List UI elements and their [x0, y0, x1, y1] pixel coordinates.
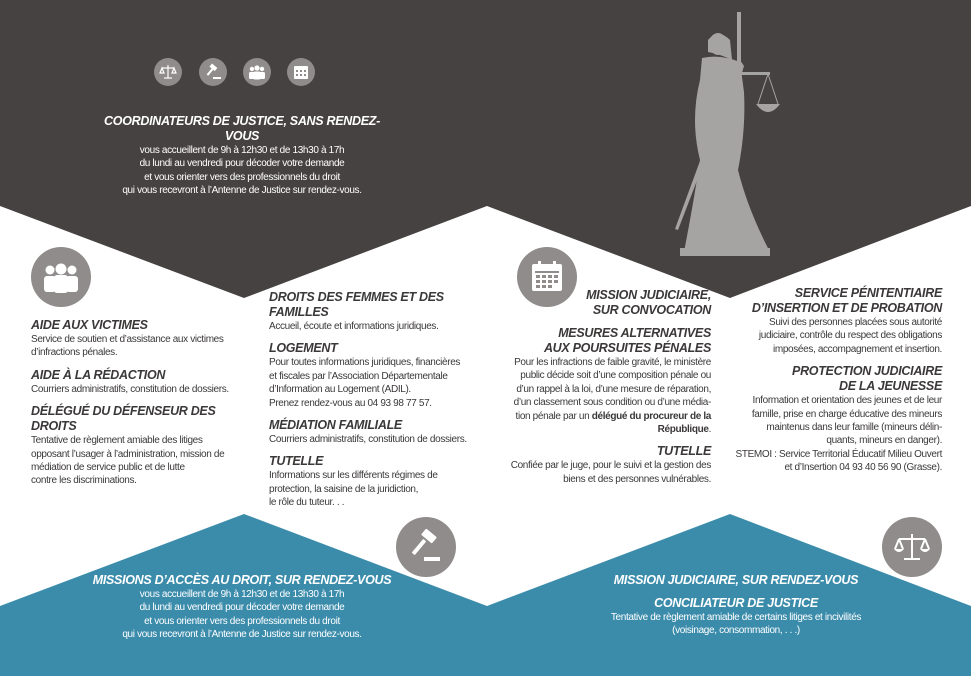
- section-text: [500, 423, 711, 436]
- section-text: médiation de service public et de lutte: [31, 462, 185, 474]
- section-heading: MISSION JUDICIAIRE,: [586, 288, 711, 302]
- section-text: et fiscales par l’Association Départementale: [269, 370, 448, 382]
- section-text: Confiée par le juge, pour le suivi et la gestion des: [510, 460, 711, 472]
- column-3: [500, 288, 711, 486]
- section-text: et d’Insertion 04 93 40 56 90 (Grasse).: [784, 462, 942, 474]
- section-text: Pour les infractions de faible gravité, le ministère: [514, 357, 711, 368]
- section-title: D’INSERTION ET DE PROBATION: [751, 301, 942, 315]
- top-title: COORDINATEURS DE JUSTICE, SANS RENDEZ-VOUS: [104, 114, 380, 143]
- section-title: AIDE À LA RÉDACTION: [31, 367, 166, 382]
- scale-icon: [882, 517, 942, 577]
- section-title: DROITS DES FEMMES ET DES FAMILLES: [269, 290, 444, 319]
- gavel-icon: [199, 58, 227, 86]
- section-text-bold: délégué du procureur de la: [591, 410, 711, 422]
- column-1: [31, 318, 246, 488]
- top-line: vous accueillent de 9h à 12h30 et de 13h30 à 17h: [139, 145, 345, 156]
- bottom-title: MISSIONS D’ACCÈS AU DROIT, SUR RENDEZ-VOUS: [92, 573, 392, 587]
- section-text: d’un rappel à la loi, d’une mesure de réparation,: [516, 383, 711, 395]
- section-title: AIDE AUX VICTIMES: [31, 318, 148, 332]
- section-text: Courriers administratifs, constitution de dossiers.: [31, 383, 229, 395]
- section-text: Pour toutes informations juridiques, financières: [269, 357, 461, 369]
- top-info-block: [92, 114, 392, 198]
- bottom-left-block: [92, 573, 392, 642]
- gavel-icon: [396, 517, 456, 577]
- section-text: Suivi des personnes placées sous autorité: [769, 317, 942, 328]
- section-title: DÉLÉGUÉ DU DÉFENSEUR DES DROITS: [31, 404, 216, 434]
- bottom-title: MISSION JUDICIAIRE, SUR RENDEZ-VOUS: [613, 573, 859, 587]
- section-heading: SUR CONVOCATION: [592, 303, 711, 317]
- section-text: Informations sur les différents régimes de: [269, 470, 438, 482]
- section-text: biens et des personnes vulnérables.: [563, 473, 711, 485]
- bottom-line: et vous orienter vers des professionnels du droit: [144, 615, 340, 627]
- section-text: d’Information au Logement (ADIL).: [269, 384, 411, 396]
- top-line: du lundi au vendredi pour décoder votre demande: [139, 158, 345, 170]
- section-text: Service de soutien et d’assistance aux victimes: [31, 334, 224, 345]
- bottom-line: du lundi au vendredi pour décoder votre demande: [139, 602, 345, 614]
- column-2: [269, 290, 484, 510]
- scale-icon: [154, 58, 182, 86]
- section-text: judiciaire, contrôle du respect des obligations: [758, 330, 942, 342]
- bottom-line: qui vous recevront à l’Antenne de Justice sur rendez-vous.: [122, 629, 362, 641]
- bottom-subtitle: CONCILIATEUR DE JUSTICE: [654, 596, 818, 610]
- bottom-line: Tentative de règlement amiable de certains litiges et incivilités: [610, 612, 862, 623]
- section-title: TUTELLE: [269, 454, 324, 469]
- section-text: Accueil, écoute et informations juridiques.: [269, 321, 439, 332]
- section-title: DE LA JEUNESSE: [838, 379, 942, 394]
- section-text: Courriers administratifs, constitution de dossiers.: [269, 434, 467, 446]
- section-text: d’un classement sous condition ou d’une média-: [513, 397, 711, 409]
- bottom-line: vous accueillent de 9h à 12h30 et de 13h30 à 17h: [139, 589, 345, 600]
- section-text: public décide soit d’une composition pénale ou: [520, 370, 711, 382]
- column-4: [730, 286, 942, 475]
- section-text: quants, mineurs en danger).: [826, 435, 942, 447]
- section-text: maintenus dans leur famille (mineurs délin-: [766, 422, 942, 434]
- section-title: MÉDIATION FAMILIALE: [269, 418, 402, 433]
- section-title: SERVICE PÉNITENTIAIRE: [794, 286, 942, 300]
- section-text: Tentative de règlement amiable des litiges: [31, 435, 203, 447]
- section-text: contre les discriminations.: [31, 475, 137, 487]
- section-title: MESURES ALTERNATIVES: [558, 326, 711, 340]
- section-text: STEMOI : Service Territorial Éducatif Milieu Ouvert: [735, 448, 942, 460]
- section-text: opposant l’usager à l’administration, mission de: [31, 448, 225, 460]
- section-text: le rôle du tuteur. . .: [269, 497, 345, 509]
- section-text: protection, la saisine de la juridiction,: [269, 483, 419, 495]
- people-icon: [31, 247, 91, 307]
- people-icon: [243, 58, 271, 86]
- top-line: et vous orienter vers des professionnels du droit: [144, 171, 340, 183]
- section-text: imposées, accompagnement et insertion.: [772, 343, 942, 355]
- section-text: famille, prise en charge éducative des mineurs: [751, 408, 942, 420]
- top-line: qui vous recevront à l’Antenne de Justice sur rendez-vous.: [122, 185, 362, 197]
- bottom-line: (voisinage, consommation, . . .): [672, 625, 800, 637]
- section-title: LOGEMENT: [269, 341, 338, 356]
- section-text-bold: République: [657, 424, 709, 436]
- section-text: Prenez rendez-vous au 04 93 98 77 57.: [269, 397, 432, 409]
- section-text: Information et orientation des jeunes et de leur: [752, 395, 942, 407]
- bottom-right-block: [576, 573, 896, 638]
- section-text-part: .: [708, 424, 711, 436]
- section-text: [500, 410, 711, 423]
- section-title: AUX POURSUITES PÉNALES: [543, 341, 711, 355]
- section-title: TUTELLE: [656, 444, 711, 459]
- section-text-part: tion pénale par un: [515, 410, 592, 422]
- section-title: PROTECTION JUDICIAIRE: [792, 364, 942, 379]
- calendar-icon: [287, 58, 315, 86]
- section-text: d’infractions pénales.: [31, 347, 118, 359]
